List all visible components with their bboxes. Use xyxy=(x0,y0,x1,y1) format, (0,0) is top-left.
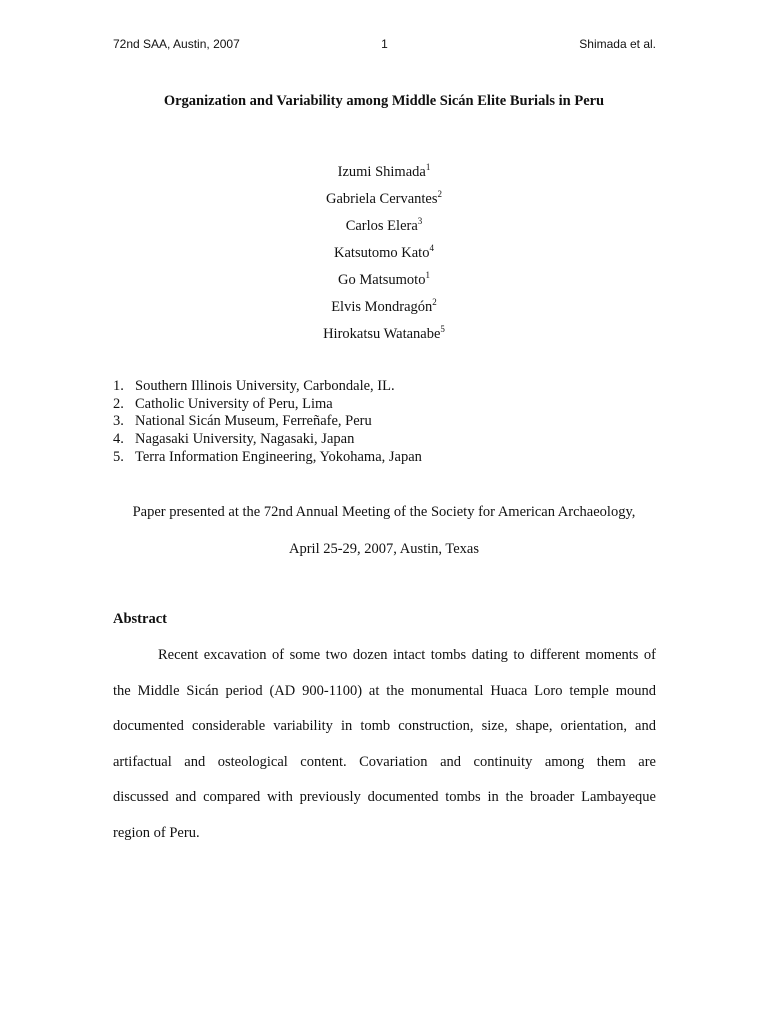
affiliation-number: 1. xyxy=(113,378,124,394)
affiliation-number: 3. xyxy=(113,413,124,430)
affiliation-mark: 1 xyxy=(425,270,430,280)
author-item xyxy=(0,298,768,325)
header-authors: Shimada et al. xyxy=(579,37,656,51)
paper-title: Organization and Variability among Middle Sicán Elite Burials in Peru xyxy=(163,93,605,109)
header-conference: 72nd SAA, Austin, 2007 xyxy=(113,37,240,51)
affiliation-text: Terra Information Engineering, Yokohama, Japan xyxy=(135,448,422,465)
affiliation-mark: 1 xyxy=(425,162,431,172)
abstract-line: Recent excavation of some two dozen intact tombs dating to different moments of xyxy=(158,647,656,663)
affiliation-item xyxy=(113,449,656,467)
abstract-line: documented considerable variability in tomb construction, size, shape, orientation, and xyxy=(113,718,656,735)
author-item xyxy=(0,217,768,244)
abstract-line: artifactual and osteological content. Covariation and continuity among them are xyxy=(113,753,656,770)
affiliation-number: 4. xyxy=(113,431,124,448)
presentation-note: Paper presented at the 72nd Annual Meeting of the Society for American Archaeology, xyxy=(132,504,636,520)
author-item xyxy=(0,163,768,190)
author-name: Izumi Shimada xyxy=(337,164,426,180)
author-name: Hirokatsu Watanabe xyxy=(323,326,441,342)
affiliation-text: Nagasaki University, Nagasaki, Japan xyxy=(135,431,355,448)
abstract-line: region of Peru. xyxy=(113,824,200,841)
presentation-date-location: April 25-29, 2007, Austin, Texas xyxy=(288,541,480,557)
affiliation-list xyxy=(113,378,656,466)
author-item xyxy=(0,190,768,217)
author-item xyxy=(0,325,768,352)
affiliation-mark: 5 xyxy=(440,324,445,334)
running-header xyxy=(113,37,656,53)
affiliation-number: 5. xyxy=(113,448,124,465)
abstract-paragraph xyxy=(113,645,656,859)
affiliation-number: 2. xyxy=(113,395,124,412)
affiliation-text: National Sicán Museum, Ferreñafe, Peru xyxy=(135,413,372,430)
affiliation-mark: 2 xyxy=(437,189,443,199)
affiliation-item xyxy=(113,378,656,396)
author-name: Katsutomo Kato xyxy=(334,245,430,261)
author-name: Gabriela Cervantes xyxy=(325,191,438,207)
affiliation-text: Catholic University of Peru, Lima xyxy=(135,395,333,412)
author-item xyxy=(0,244,768,271)
affiliation-item xyxy=(113,396,656,414)
header-page-number: 1 xyxy=(381,37,388,51)
affiliation-mark: 2 xyxy=(432,297,437,307)
author-name: Go Matsumoto xyxy=(338,272,426,288)
affiliation-mark: 4 xyxy=(429,243,434,253)
affiliation-item xyxy=(113,413,656,431)
affiliation-mark: 3 xyxy=(417,216,423,226)
affiliation-item xyxy=(113,431,656,449)
abstract-heading: Abstract xyxy=(113,611,167,627)
affiliation-text: Southern Illinois University, Carbondale, IL. xyxy=(135,378,395,394)
abstract-line: discussed and compared with previously documented tombs in the broader Lambayeque xyxy=(113,789,656,806)
author-item xyxy=(0,271,768,298)
abstract-line: the Middle Sicán period (AD 900-1100) at the monumental Huaca Loro temple mound xyxy=(113,682,656,699)
author-name: Elvis Mondragón xyxy=(331,299,433,315)
author-name: Carlos Elera xyxy=(345,218,418,234)
author-list xyxy=(0,163,768,352)
